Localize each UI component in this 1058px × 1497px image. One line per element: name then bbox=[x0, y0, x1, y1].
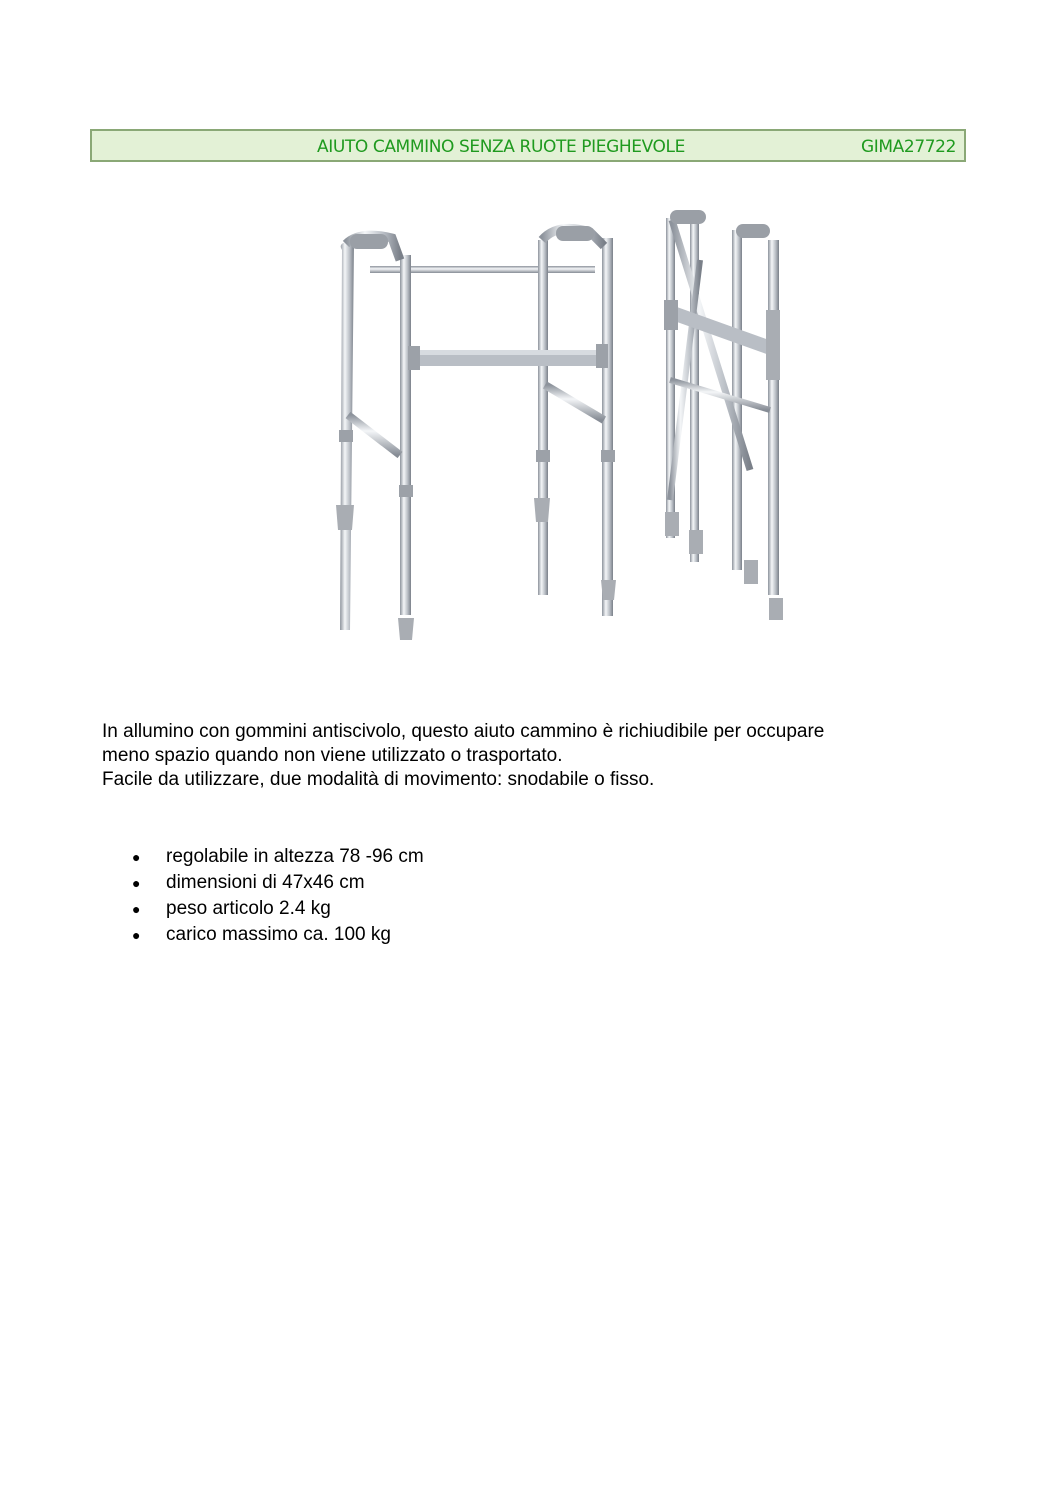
list-item: ● carico massimo ca. 100 kg bbox=[130, 922, 424, 948]
walker-product-image bbox=[320, 200, 800, 650]
list-item: ● regolabile in altezza 78 -96 cm bbox=[130, 844, 424, 870]
product-title: AIUTO CAMMINO SENZA RUOTE PIEGHEVOLE bbox=[317, 137, 685, 157]
features-list bbox=[130, 844, 424, 948]
description-line-3: Facile da utilizzare, due modalità di movimento: snodabile o fisso. bbox=[102, 769, 655, 790]
bullet-icon: ● bbox=[132, 875, 141, 891]
bullet-icon: ● bbox=[132, 927, 141, 943]
product-description bbox=[102, 720, 824, 792]
product-header bbox=[90, 129, 966, 162]
list-item: ● dimensioni di 47x46 cm bbox=[130, 870, 424, 896]
description-line-2: meno spazio quando non viene utilizzato o trasportato. bbox=[102, 745, 563, 766]
folded-walker-graphic bbox=[664, 210, 783, 620]
list-item: ● peso articolo 2.4 kg bbox=[130, 896, 424, 922]
bullet-icon: ● bbox=[132, 901, 141, 917]
open-walker-graphic bbox=[336, 226, 616, 640]
description-line-1: In allumino con gommini antiscivolo, questo aiuto cammino è richiudibile per occupare bbox=[102, 721, 825, 742]
product-code: GIMA27722 bbox=[861, 137, 956, 157]
bullet-icon: ● bbox=[132, 849, 141, 865]
